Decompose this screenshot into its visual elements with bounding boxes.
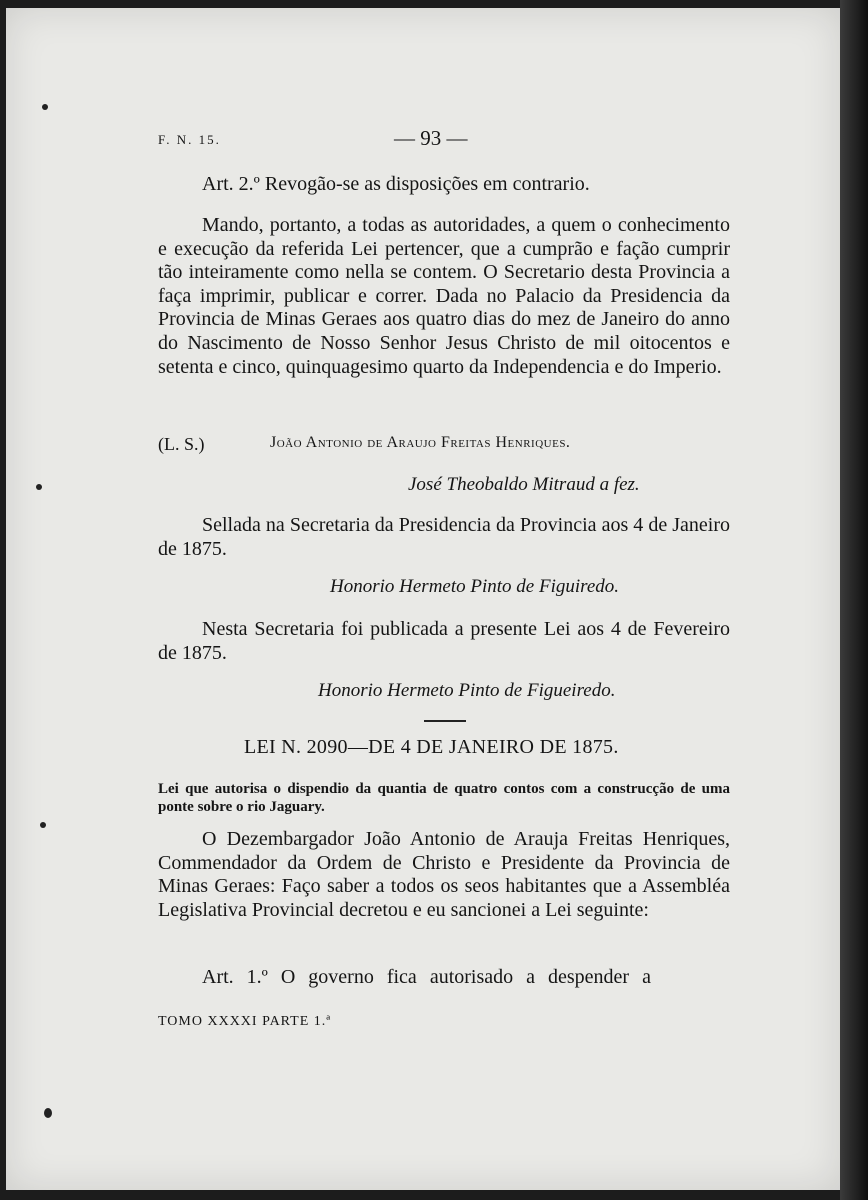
secretary-line: José Theobaldo Mitraud a fez.	[408, 474, 640, 495]
page-edge-shadow	[840, 0, 868, 1200]
page-number: — 93 —	[394, 126, 468, 150]
margin-mark	[42, 104, 48, 110]
margin-mark	[44, 1108, 52, 1118]
signature-2: Honorio Hermeto Pinto de Figueiredo.	[318, 680, 616, 701]
seal-line	[158, 434, 730, 455]
signature-1: Honorio Hermeto Pinto de Figuiredo.	[330, 576, 620, 597]
margin-mark	[40, 822, 46, 828]
section-divider	[424, 720, 466, 722]
margin-mark	[36, 484, 42, 490]
mando-paragraph: Mando, portanto, a todas as autoridades, a quem o conhecimento e execução da referida Lei pertencer, que a cumprão e fação cumprir tão inteiramente como nella se contem. O Secretario desta Provincia a faça imprimir, publicar e correr. Dada no Palacio da Presidencia da Provincia de Minas Geraes aos quatro dias do mez de Janeiro do anno do Nascimento de Nosso Senhor Jesus Christo de mil oitocentos e setenta e cinco, quinquagesimo quarto da Independencia e do Imperio.	[158, 214, 730, 378]
volume-footer: TOMO XXXXI PARTE 1.ª	[158, 1014, 332, 1029]
law-title: LEI N. 2090—DE 4 DE JANEIRO DE 1875.	[244, 736, 619, 758]
nesta-paragraph: Nesta Secretaria foi publicada a presente Lei aos 4 de Fevereiro de 1875.	[158, 618, 730, 664]
intro-paragraph: O Dezembargador João Antonio de Arauja Freitas Henriques, Commendador da Ordem de Christo e Presidente da Provincia de Minas Geraes: Faço saber a todos os seos habitantes que a Assembléa Legislativa Provincial decretou e eu sancionei a Lei seguinte:	[158, 828, 730, 921]
sellada-paragraph: Sellada na Secretaria da Presidencia da Provincia aos 4 de Janeiro de 1875.	[158, 514, 730, 560]
article-2: Art. 2.º Revogão-se as disposições em contrario.	[202, 173, 590, 195]
article-1: Art. 1.º O governo fica autorisado a despender a	[202, 966, 651, 988]
signer-name: João Antonio de Araujo Freitas Henriques.	[270, 434, 571, 451]
text-column	[158, 0, 730, 1200]
header-reference: F. N. 15.	[158, 132, 221, 147]
seal-ls: (L. S.)	[158, 434, 205, 454]
law-summary: Lei que autorisa o dispendio da quantia de quatro contos com a construcção de uma ponte sobre o rio Jaguary.	[158, 781, 730, 815]
